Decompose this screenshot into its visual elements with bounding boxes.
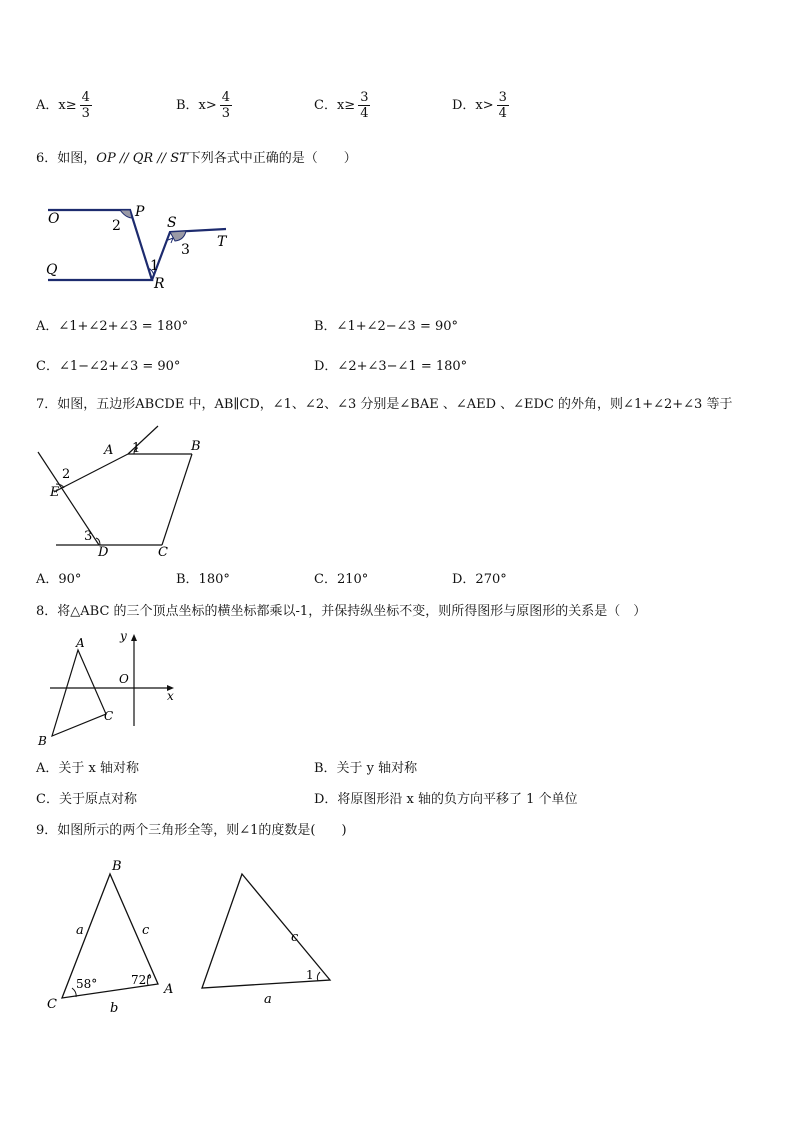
label-a: A: [76, 636, 85, 650]
q6-option-c: C．∠1−∠2+∠3 = 90°: [36, 359, 181, 374]
label-58deg: 58°: [76, 977, 98, 991]
label-angle-1: 1: [306, 968, 314, 982]
label-angle-3: 3: [84, 529, 93, 544]
q6-figure: [40, 198, 240, 290]
q8-figure: [36, 626, 182, 748]
label-angle-2: 2: [62, 467, 71, 482]
label-o: O: [48, 211, 60, 227]
q6-option-d: D．∠2+∠3−∠1 = 180°: [314, 359, 468, 374]
q7-option-d: D．270°: [452, 572, 507, 587]
label-a: A: [104, 443, 114, 458]
label-side-b: b: [110, 1001, 119, 1016]
label-a-vertex: A: [164, 982, 174, 997]
q9-figure-left: [42, 854, 192, 1020]
label-72deg: 72°: [131, 973, 153, 987]
label-b: B: [38, 734, 47, 748]
fraction: $\frac{3}{4}$: [360, 90, 369, 121]
q9-figure-right: [196, 864, 340, 1014]
label-angle-1: 1: [132, 441, 141, 456]
label-q: Q: [46, 262, 58, 278]
fraction: $\frac{3}{4}$: [498, 90, 507, 121]
q5-option-d: D．x> $\frac{3}{4}$: [452, 90, 507, 121]
label-s: S: [167, 215, 177, 231]
q7-option-c: C．210°: [314, 572, 369, 587]
fraction: $\frac{4}{3}$: [221, 90, 231, 121]
label-angle-1: 1: [150, 258, 159, 274]
label-b: B: [112, 859, 122, 874]
label-p: P: [135, 204, 145, 220]
label-side-a: a: [76, 923, 84, 938]
q7-stem: 7．如图，五边形ABCDE 中，AB∥CD，∠1、∠2、∠3 分别是∠BAE 、∠AED 、∠EDC 的外角，则∠1+∠2+∠3 等于: [36, 397, 733, 412]
q6-option-a: A．∠1+∠2+∠3 = 180°: [36, 319, 189, 334]
label-c-vertex: C: [47, 997, 57, 1012]
q8-option-d: D．将原图形沿 x 轴的负方向平移了 1 个单位: [314, 792, 578, 807]
q7-option-b: B．180°: [176, 572, 230, 587]
q6-option-b: B．∠1+∠2−∠3 = 90°: [314, 319, 459, 334]
q5-option-b: B．x> $\frac{4}{3}$: [176, 90, 231, 121]
label-r: R: [154, 276, 165, 290]
label-side-c: c: [291, 930, 299, 945]
label-c: C: [158, 545, 168, 560]
fraction: $\frac{4}{3}$: [81, 90, 90, 121]
label-side-c: c: [142, 923, 150, 938]
q5-option-a: A．x≥ $\frac{4}{3}$: [36, 90, 90, 121]
label-t: T: [217, 234, 227, 250]
q8-stem: 8．将△ABC 的三个顶点坐标的横坐标都乘以-1，并保持纵坐标不变，则所得图形与原图形的关系是（ ）: [36, 604, 647, 619]
label-b: B: [191, 439, 201, 454]
label-side-a: a: [264, 992, 272, 1007]
label-e: E: [50, 485, 60, 500]
label-x: x: [167, 689, 174, 703]
q5-option-c: C．x≥ $\frac{3}{4}$: [314, 90, 369, 121]
q6-stem: 6．如图，OP // QR // ST下列各式中正确的是（ ）: [36, 151, 357, 166]
q8-option-c: C．关于原点对称: [36, 792, 137, 807]
q7-option-a: A．90°: [36, 572, 82, 587]
label-c: C: [104, 709, 114, 723]
label-angle-3: 3: [181, 242, 190, 258]
label-d: D: [98, 545, 109, 560]
q9-stem: 9．如图所示的两个三角形全等，则∠1的度数是( ): [36, 823, 347, 838]
label-y: y: [120, 629, 127, 643]
q8-option-a: A．关于 x 轴对称: [36, 761, 139, 776]
q8-option-b: B．关于 y 轴对称: [314, 761, 418, 776]
q7-figure: [34, 418, 234, 564]
label-angle-2: 2: [112, 218, 121, 234]
label-o: O: [119, 672, 129, 686]
